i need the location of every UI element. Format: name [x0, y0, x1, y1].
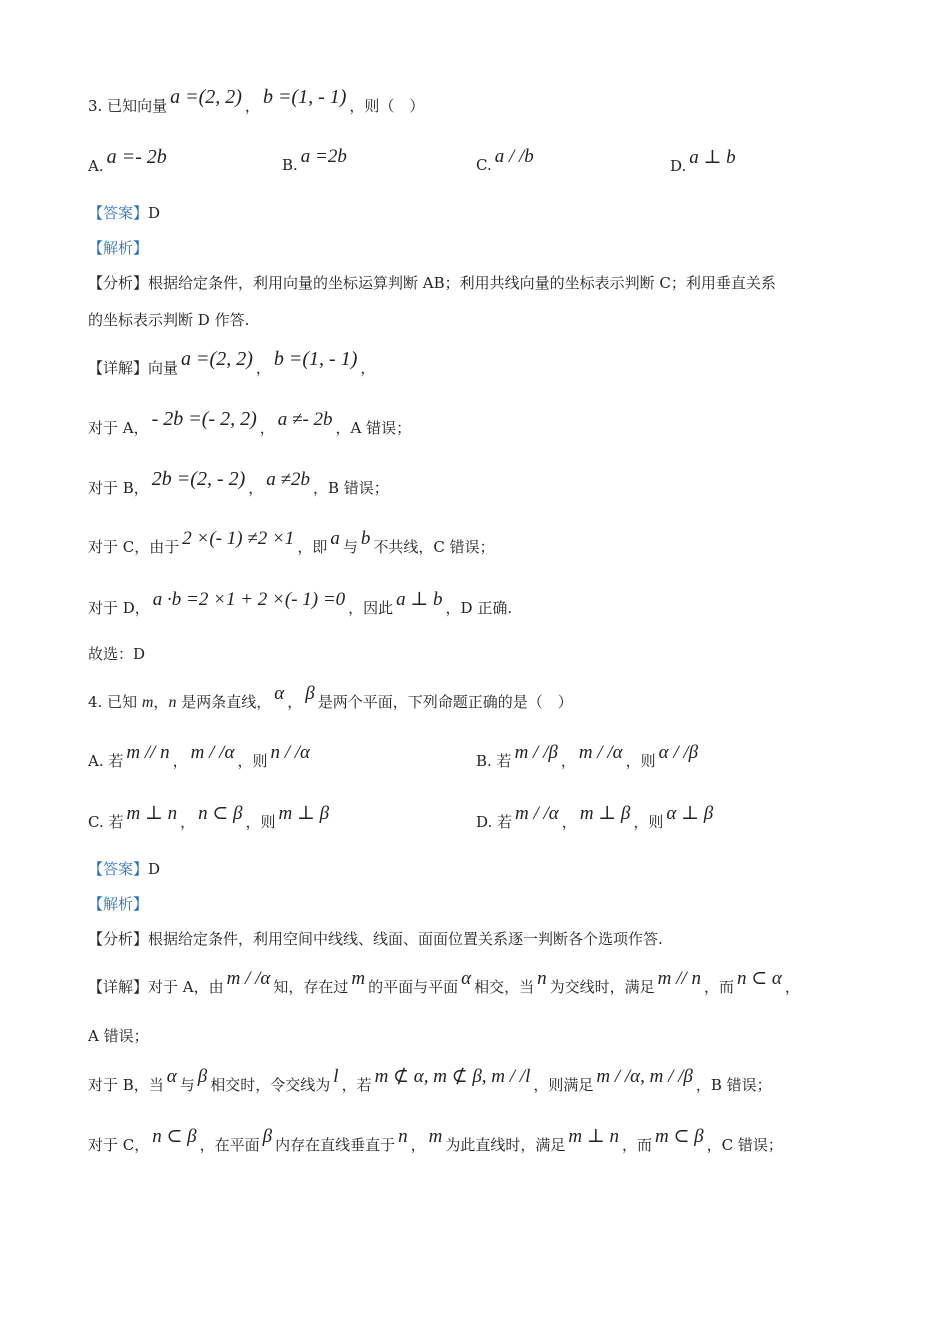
q4-fenxi	[88, 928, 663, 949]
q3-answer	[88, 202, 160, 223]
q4-answer-tag: 【答案】	[88, 860, 149, 878]
q3-c-math-1: 2 ×(- 1) ≠2 ×1	[182, 528, 295, 549]
q3-d-math-1: a ·b =2 ×1 + 2 ×(- 1) =0	[152, 589, 346, 610]
q4-option-b-s2: ，则	[625, 752, 656, 770]
q4-da-t3: 相交，当	[474, 978, 535, 996]
q4-option-b-math-1: m / /β	[514, 742, 558, 763]
q4-dc-math-3: n	[398, 1126, 408, 1147]
q3-a-post: ，A 错误；	[335, 419, 412, 437]
q4-da-math-2: m	[351, 968, 366, 989]
q3-d-pre: 对于 D，	[88, 599, 150, 617]
q4-stem-c2: ，	[287, 693, 303, 711]
q4-stem-c1: ，	[153, 693, 169, 711]
q4-detail-b	[88, 1066, 772, 1096]
q4-option-b-pre: B. 若	[476, 752, 512, 770]
q4-da-math-1: m / /α	[226, 968, 271, 989]
q4-db-math-3: l	[333, 1066, 339, 1087]
q4-da-math-4: n	[537, 968, 547, 989]
q4-option-d-math-1: m / /α	[515, 803, 559, 824]
q4-db-t2: 相交时，令交线为	[210, 1076, 331, 1094]
q3-option-b-math: a =2b	[300, 146, 347, 167]
q4-da-pre: 对于 A，由	[148, 978, 224, 996]
q4-db-pre: 对于 B，当	[88, 1076, 164, 1094]
q3-final-text: 故选：D	[88, 645, 146, 663]
q4-option-c-pre: C. 若	[88, 813, 124, 831]
q3-detail-c	[88, 528, 495, 558]
q4-option-a-math-3: n / /α	[270, 742, 310, 763]
q4-dc-math-2: β	[262, 1126, 273, 1147]
q4-dc-math-6: m ⊂ β	[655, 1126, 704, 1147]
q4-option-c-math-1: m ⊥ n	[126, 803, 178, 824]
q4-option-d-s2: ，则	[633, 813, 664, 831]
q3-d-math-2: a ⊥ b	[396, 589, 443, 610]
q3-c-math-3: b	[360, 528, 371, 549]
q4-answer	[88, 858, 160, 879]
q3-fenxi-text-2: 的坐标表示判断 D 作答.	[88, 311, 250, 329]
q4-db-math-1: α	[166, 1066, 177, 1087]
q4-analysis-tag	[88, 893, 148, 914]
q4-answer-value: D	[148, 860, 161, 878]
q3-option-b-label: B.	[282, 156, 298, 174]
q3-b-math-1: 2b =(2, - 2)	[151, 468, 246, 490]
q4-option-c-s2: ，则	[245, 813, 276, 831]
q3-option-c-math: a / /b	[494, 146, 534, 167]
q3-fenxi-text-1: 根据给定条件，利用向量的坐标运算判断 AB；利用共线向量的坐标表示判断 C；利用垂直关系	[148, 274, 776, 292]
q3-c-math-2: a	[330, 528, 340, 549]
q3-detail-a	[88, 408, 412, 439]
q3-option-a-math: a =- 2b	[106, 146, 167, 168]
q4-option-d-math-2: m ⊥ β	[579, 803, 631, 824]
q4-db-t1: 与	[179, 1076, 195, 1094]
q4-da-t5: ，而	[703, 978, 734, 996]
q3-analysis-tag	[88, 237, 148, 258]
q4-option-c-s1: ，	[180, 813, 196, 831]
q4-option-b-s1: ，	[560, 752, 576, 770]
q4-da-math-5: m // n	[657, 968, 701, 989]
q4-stem-n: n	[168, 694, 177, 711]
q3-d-post: ，D 正确.	[445, 599, 513, 617]
q4-detail-c	[88, 1126, 783, 1156]
q3-stem	[88, 86, 425, 117]
q4-stem-pre: 4. 已知	[88, 693, 142, 711]
q4-da-t4: 为交线时，满足	[549, 978, 655, 996]
q4-option-a-math-1: m // n	[126, 742, 170, 763]
q4-stem-mid: 是两条直线，	[176, 693, 272, 711]
q4-option-d-math-3: α ⊥ β	[666, 803, 714, 824]
q3-a-pre: 对于 A，	[88, 419, 149, 437]
q4-da-t6: ，	[784, 978, 800, 996]
q3-a-math-1: - 2b =(- 2, 2)	[151, 408, 257, 430]
q4-stem	[88, 683, 573, 713]
q4-da-math-6: n ⊂ α	[736, 968, 782, 989]
q3-analysis-label: 【解析】	[88, 239, 149, 257]
q3-a-math-2: a ≠- 2b	[277, 409, 333, 430]
q4-stem-beta: β	[305, 683, 315, 704]
q4-stem-m: m	[141, 694, 154, 711]
q4-dc-t6: ，C 错误；	[706, 1136, 783, 1154]
q4-option-a	[88, 742, 313, 772]
q4-db-math-4: m ⊄ α, m ⊄ β, m / /l	[374, 1066, 531, 1087]
q4-option-b	[476, 742, 701, 772]
q3-detail-pre: 向量	[148, 359, 179, 377]
q4-dc-t2: 内存在直线垂直于	[275, 1136, 396, 1154]
q4-option-a-pre: A. 若	[88, 752, 124, 770]
q4-dc-t3: ，	[410, 1136, 426, 1154]
q4-option-d-pre: D. 若	[476, 813, 513, 831]
q3-answer-value: D	[148, 204, 161, 222]
q3-option-d-math: a ⊥ b	[689, 147, 736, 168]
q4-fenxi-text: 根据给定条件，利用空间中线线、线面、面面位置关系逐一判断各个选项作答.	[148, 930, 663, 948]
q3-c-mid-1: ，即	[297, 538, 328, 556]
q4-da-math-3: α	[461, 968, 472, 989]
q4-dc-math-4: m	[428, 1126, 443, 1147]
q4-option-c-math-3: m ⊥ β	[278, 803, 330, 824]
q4-dc-t1: ，在平面	[199, 1136, 260, 1154]
q3-detail-math-2: b =(1, - 1)	[273, 348, 358, 370]
q4-da-t2: 的平面与平面	[368, 978, 459, 996]
q4-option-a-s2: ，则	[237, 752, 268, 770]
q4-da-t1: 知，存在过	[273, 978, 349, 996]
q3-c-post: 不共线，C 错误；	[373, 538, 495, 556]
q4-da-line2: A 错误；	[88, 1027, 149, 1045]
q4-option-a-math-2: m / /α	[190, 742, 235, 763]
q4-detail-tag: 【详解】	[88, 978, 149, 996]
q3-detail-math-1: a =(2, 2)	[181, 348, 253, 370]
q4-option-c	[88, 803, 332, 833]
q3-option-c-label: C.	[476, 156, 492, 174]
q3-b-post: ，B 错误；	[312, 479, 389, 497]
q3-stem-text: 3. 已知向量	[88, 97, 168, 115]
q3-detail	[88, 348, 376, 379]
q4-db-math-5: m / /α, m / /β	[596, 1066, 693, 1087]
q3-final	[88, 643, 145, 664]
q4-dc-math-5: m ⊥ n	[568, 1126, 619, 1147]
q3-b-math-2: a ≠2b	[266, 469, 310, 490]
q4-detail-a	[88, 968, 800, 998]
q4-option-b-math-3: α / /β	[658, 742, 699, 763]
q3-d-mid: ，因此	[348, 599, 394, 617]
q4-option-a-s1: ，	[172, 752, 188, 770]
q3-c-mid-2: 与	[342, 538, 358, 556]
q3-detail-sep: ，	[255, 359, 271, 377]
q3-detail-d	[88, 589, 513, 619]
q4-dc-math-1: n ⊂ β	[152, 1126, 197, 1147]
q3-b-sep: ，	[248, 479, 264, 497]
q4-dc-t5: ，而	[622, 1136, 653, 1154]
q4-stem-post: 是两个平面，下列命题正确的是（ ）	[317, 693, 573, 711]
q4-stem-alpha: α	[274, 683, 285, 704]
q3-a-sep: ，	[259, 419, 275, 437]
q3-answer-tag: 【答案】	[88, 204, 149, 222]
q4-dc-t4: 为此直线时，满足	[445, 1136, 566, 1154]
q3-option-d-label: D.	[670, 157, 687, 175]
q4-db-t5: ，B 错误；	[695, 1076, 772, 1094]
q3-sep: ，	[244, 97, 260, 115]
q3-vector-b: b =(1, - 1)	[262, 86, 347, 108]
q3-c-pre: 对于 C，由于	[88, 538, 180, 556]
q3-fenxi-tag: 【分析】	[88, 274, 149, 292]
q3-vector-a: a =(2, 2)	[170, 86, 242, 108]
q3-option-c	[476, 146, 537, 176]
q4-option-d-s1: ，	[561, 813, 577, 831]
q4-detail-a-2	[88, 1025, 149, 1046]
q3-detail-tag: 【详解】	[88, 359, 149, 377]
q3-b-pre: 对于 B，	[88, 479, 149, 497]
q3-option-a	[88, 146, 170, 177]
q4-option-d	[476, 803, 716, 833]
q4-option-c-math-2: n ⊂ β	[198, 803, 243, 824]
q3-option-d	[670, 147, 739, 177]
q4-analysis-label: 【解析】	[88, 895, 149, 913]
q4-db-math-2: β	[197, 1066, 208, 1087]
q4-db-t3: ，若	[341, 1076, 372, 1094]
q3-detail-post: ，	[360, 359, 376, 377]
q4-option-b-math-2: m / /α	[578, 742, 623, 763]
q4-db-t4: ，则满足	[533, 1076, 594, 1094]
q3-fenxi-2	[88, 309, 249, 330]
q3-option-b	[282, 146, 350, 176]
q4-fenxi-tag: 【分析】	[88, 930, 149, 948]
q3-fenxi-1	[88, 272, 776, 293]
q3-stem-post: ，则（ ）	[349, 97, 425, 115]
q3-detail-b	[88, 468, 389, 499]
q4-dc-pre: 对于 C，	[88, 1136, 150, 1154]
q3-option-a-label: A.	[88, 157, 104, 175]
